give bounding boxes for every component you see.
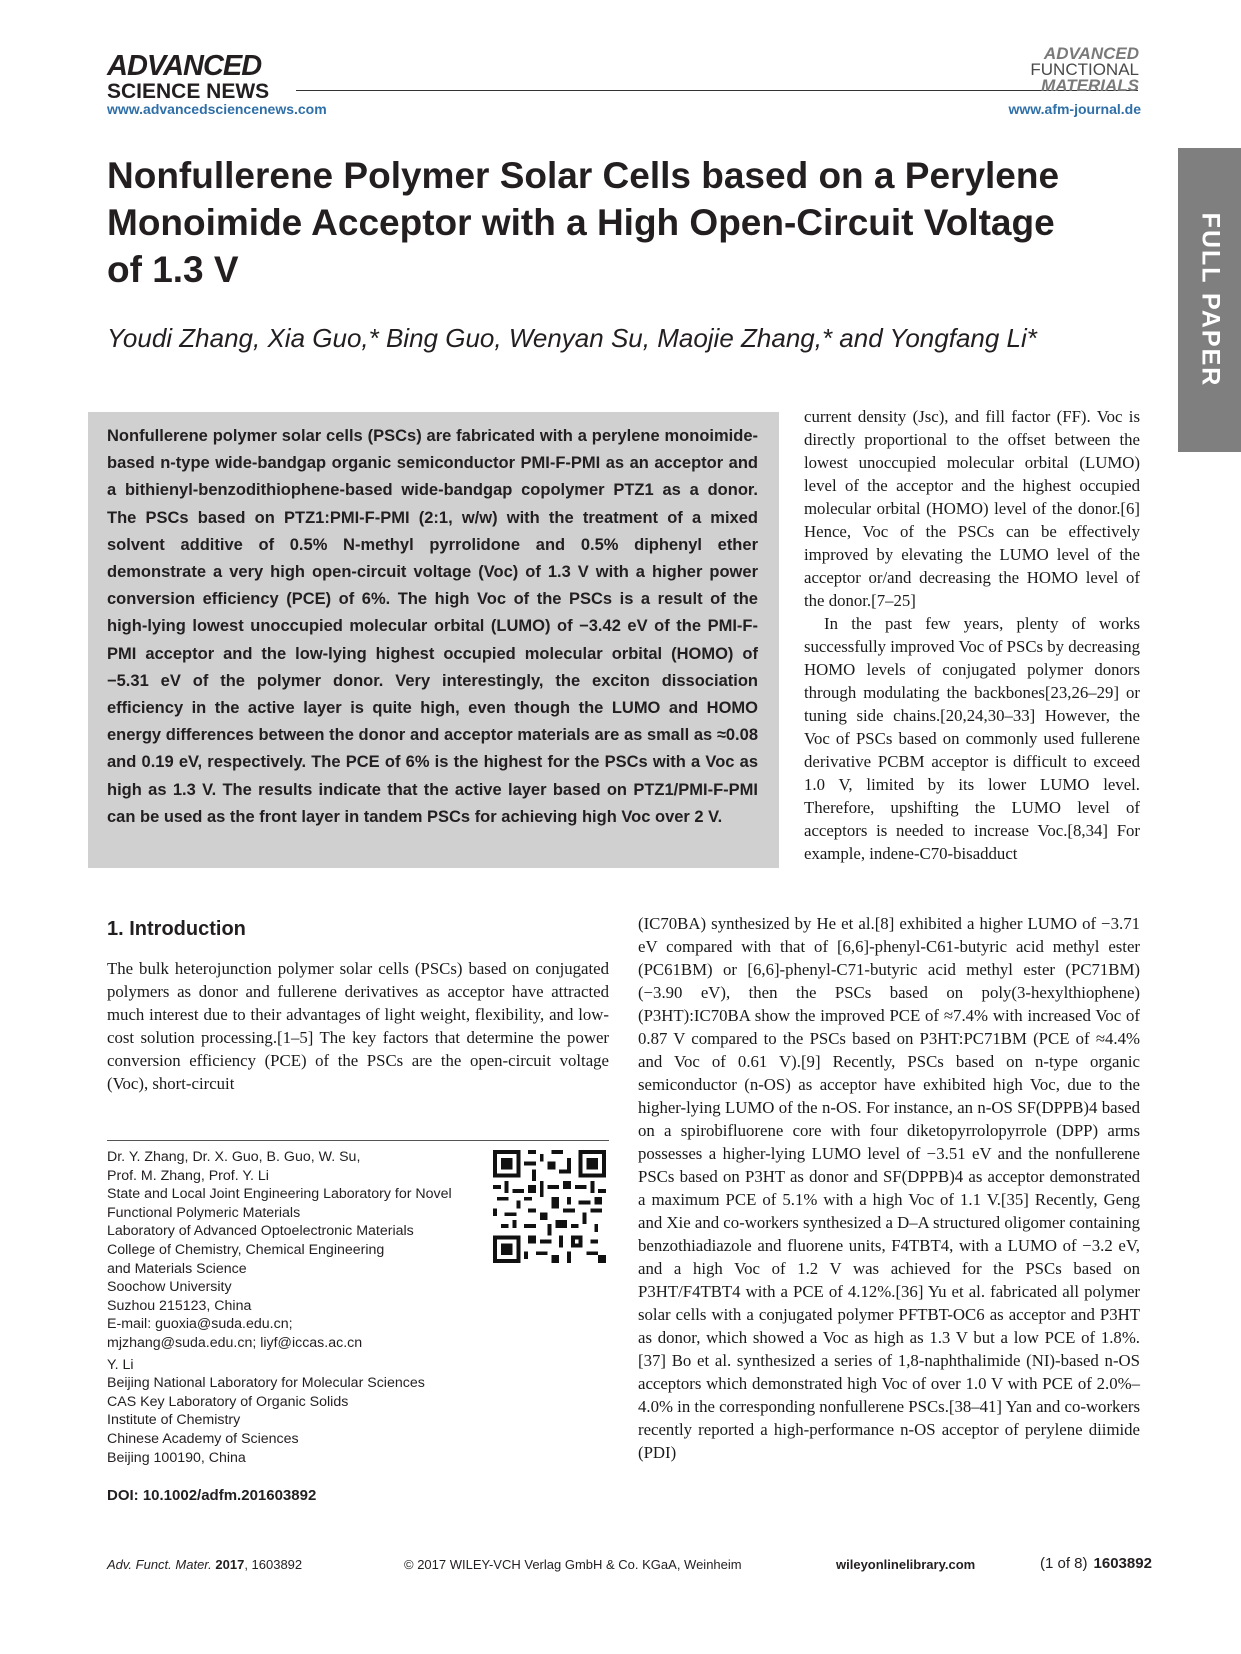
journal-logo [1030, 46, 1139, 94]
footer-copyright: © 2017 WILEY-VCH Verlag GmbH & Co. KGaA, Weinheim [404, 1557, 742, 1572]
affiliation-line: Y. Li [107, 1356, 134, 1373]
footer-page-of: (1 of 8) [1040, 1555, 1088, 1572]
publisher-logo [107, 52, 269, 102]
footer-year: 2017 [215, 1557, 245, 1572]
publisher-url-link[interactable]: www.advancedsciencenews.com [107, 101, 327, 117]
footer-site-link[interactable]: wileyonlinelibrary.com [836, 1557, 976, 1572]
affiliation-line: Chinese Academy of Sciences [107, 1430, 299, 1447]
header-divider [296, 90, 1138, 91]
footer-journal-name: Adv. Funct. Mater. [107, 1557, 212, 1572]
footer-citation [107, 1557, 302, 1572]
affiliation-divider [107, 1140, 609, 1141]
article-type-tab [1178, 148, 1241, 452]
journal-logo-line-1: ADVANCED [1043, 44, 1139, 63]
affiliation-block-1 [107, 1148, 487, 1353]
footer-page-number [1040, 1555, 1152, 1572]
affiliation-line: and Materials Science [107, 1260, 247, 1277]
doi-identifier[interactable]: DOI: 10.1002/adfm.201603892 [107, 1487, 317, 1504]
journal-logo-line-2: FUNCTIONAL [1030, 60, 1139, 80]
affiliation-line: Institute of Chemistry [107, 1412, 241, 1429]
affiliation-line: Soochow University [107, 1279, 232, 1296]
affiliation-line: Laboratory of Advanced Optoelectronic Materials [107, 1223, 414, 1240]
intro-paragraph-2-continued: (IC70BA) synthesized by He et al.[8] exhibited a higher LUMO of −3.71 eV compared with that of [6,6]-phenyl-C61-butyric acid methyl ester (PC61BM) or [6,6]-phenyl-C71-butyric acid methyl ester (PC71BM) (−3.90 eV), then the PSCs based on poly(3-hexylthiophene) (P3HT):IC70BA show the improved PCE of ≈7.4% with increased Voc of 0.87 V compared to the PSCs based on P3HT:PC71BM (PCE of ≈4.4% and Voc of 0.61 V).[9] Recently, PSCs based on n-type organic semiconductor (n-OS) as acceptor have exhibited high Voc, due to the higher-lying LUMO of the n-OS. For instance, an n-OS SF(DPPB)4 based on a spirobifluorene core with four diketopyrrolopyrrole (DPP) arms possesses a higher-lying LUMO level of −3.51 eV and the nonfullerene PSCs based on P3HT as donor and SF(DPPB)4 as acceptor demonstrated a maximum PCE of 5.1% with a high Voc of 1.1 V.[35] Recently, Geng and Xie and co-workers synthesized a D–A structured oligomer containing benzothiadiazole and fluorene units, F4TBT4, with a LUMO of −3.2 eV, and a high Voc of 1.2 V was achieved for the PSCs based on P3HT/F4TBT4 with a PCE of 4.12%.[36] Yu et al. fabricated all polymer solar cells with a conjugated polymer PFTBT-OC6 as acceptor and P3HT as donor, which showed a Voc as high as 1.3 V but a low PCE of 1.8%.[37] Bo et al. synthesized a series of 1,8-naphthalimide (NI)-based n-OS acceptors which demonstrated high Voc of over 1.0 V with PCE of 2.0%–4.0% in the corresponding nonfullerene PSCs.[38–41] Yan and co-workers recently reported a high-performance n-OS acceptor of perylene diimide (PDI) [638, 914, 1140, 1462]
journal-url-link[interactable]: www.afm-journal.de [1008, 101, 1141, 117]
affiliation-line: Prof. M. Zhang, Prof. Y. Li [107, 1167, 269, 1184]
intro-left-column [107, 957, 609, 1095]
affiliations [107, 1148, 487, 1470]
footer-article-id: , 1603892 [244, 1557, 303, 1572]
footer-article-number: 1603892 [1093, 1555, 1152, 1572]
qr-code-icon[interactable] [493, 1150, 606, 1263]
intro-paragraph-2: In the past few years, plenty of works successfully improved Voc of PSCs by decreasing HOMO levels of conjugated polymer donors through modulating the backbones[23,26–29] or tuning side chains.[20,24,30–33] However, the Voc of PSCs based on commonly used fullerene derivative PCBM acceptor is difficult to exceed 1.0 V, limited by its lower LUMO level. Therefore, upshifting the LUMO level of acceptors is needed to increase Voc.[8,34] For example, indene-C70-bisadduct [804, 614, 1140, 863]
logo-line-1: ADVANCED [107, 50, 262, 82]
article-type-label: FULL PAPER [1196, 212, 1224, 388]
intro-paragraph-1-continued: current density (Jsc), and fill factor (FF). Voc is directly proportional to the offset between the lowest unoccupied molecular orbital (LUMO) level of the acceptor and the highest occupied molecular orbital (HOMO) level of the donor.[6] Hence, Voc of the PSCs can be effectively improved by elevating the LUMO level of the acceptor or/and decreasing the HOMO level of the donor.[7–25] [804, 407, 1140, 610]
affiliation-block-2 [107, 1356, 487, 1468]
affiliation-email[interactable]: mjzhang@suda.edu.cn; liyf@iccas.ac.cn [107, 1334, 363, 1351]
author-list: Youdi Zhang, Xia Guo,* Bing Guo, Wenyan Su, Maojie Zhang,* and Yongfang Li* [107, 323, 1037, 353]
affiliation-line: College of Chemistry, Chemical Engineering [107, 1241, 385, 1258]
section-heading-introduction: 1. Introduction [107, 918, 246, 940]
paper-title: Nonfullerene Polymer Solar Cells based on a Perylene Monoimide Acceptor with a High Open-Circuit Voltage of 1.3 V [107, 155, 1060, 290]
affiliation-line: Beijing National Laboratory for Molecular Sciences [107, 1375, 425, 1392]
affiliation-line: Dr. Y. Zhang, Dr. X. Guo, B. Guo, W. Su, [107, 1149, 361, 1165]
intro-right-column-bottom [638, 912, 1140, 1464]
intro-right-column-top [804, 405, 1140, 865]
affiliation-line: Functional Polymeric Materials [107, 1204, 301, 1221]
affiliation-line: Beijing 100190, China [107, 1449, 246, 1466]
affiliation-email[interactable]: E-mail: guoxia@suda.edu.cn; [107, 1316, 293, 1333]
logo-line-2: SCIENCE NEWS [107, 80, 270, 103]
abstract-text: Nonfullerene polymer solar cells (PSCs) are fabricated with a perylene monoimide-based n-type wide-bandgap organic semiconductor PMI-F-PMI as an acceptor and a bithienyl-benzodithiophene-based wide-bandgap copolymer PTZ1 as a donor. The PSCs based on PTZ1:PMI-F-PMI (2:1, w/w) with the treatment of a mixed solvent additive of 0.5% N-methyl pyrrolidone and 0.5% diphenyl ether demonstrate a very high open-circuit voltage (Voc) of 1.3 V with a higher power conversion efficiency (PCE) of 6%. The high Voc of the PSCs is a result of the high-lying lowest unoccupied molecular orbital (LUMO) of −3.42 eV of the PMI-F-PMI acceptor and the low-lying highest occupied molecular orbital (HOMO) of −5.31 eV of the polymer donor. Very interestingly, the exciton dissociation efficiency in the active layer is quite high, even though the LUMO and HOMO energy differences between the donor and acceptor materials are as small as ≈0.08 and 0.19 eV, respectively. The PCE of 6% is the highest for the PSCs with a Voc as high as 1.3 V. The results indicate that the active layer based on PTZ1/PMI-F-PMI can be used as the front layer in tandem PSCs for achieving high Voc over 2 V. [107, 427, 758, 826]
affiliation-line: State and Local Joint Engineering Laboratory for Novel [107, 1186, 452, 1203]
affiliation-line: Suzhou 215123, China [107, 1297, 252, 1314]
journal-logo-line-3: MATERIALS [1041, 76, 1139, 96]
affiliation-line: CAS Key Laboratory of Organic Solids [107, 1393, 349, 1410]
intro-paragraph-1: The bulk heterojunction polymer solar cells (PSCs) based on conjugated polymers as donor and fullerene derivatives as acceptor have attracted much interest due to their advantages of light weight, flexibility, and low-cost solution processing.[1–5] The key factors that determine the power conversion efficiency (PCE) of the PSCs are the open-circuit voltage (Voc), short-circuit [107, 959, 609, 1093]
